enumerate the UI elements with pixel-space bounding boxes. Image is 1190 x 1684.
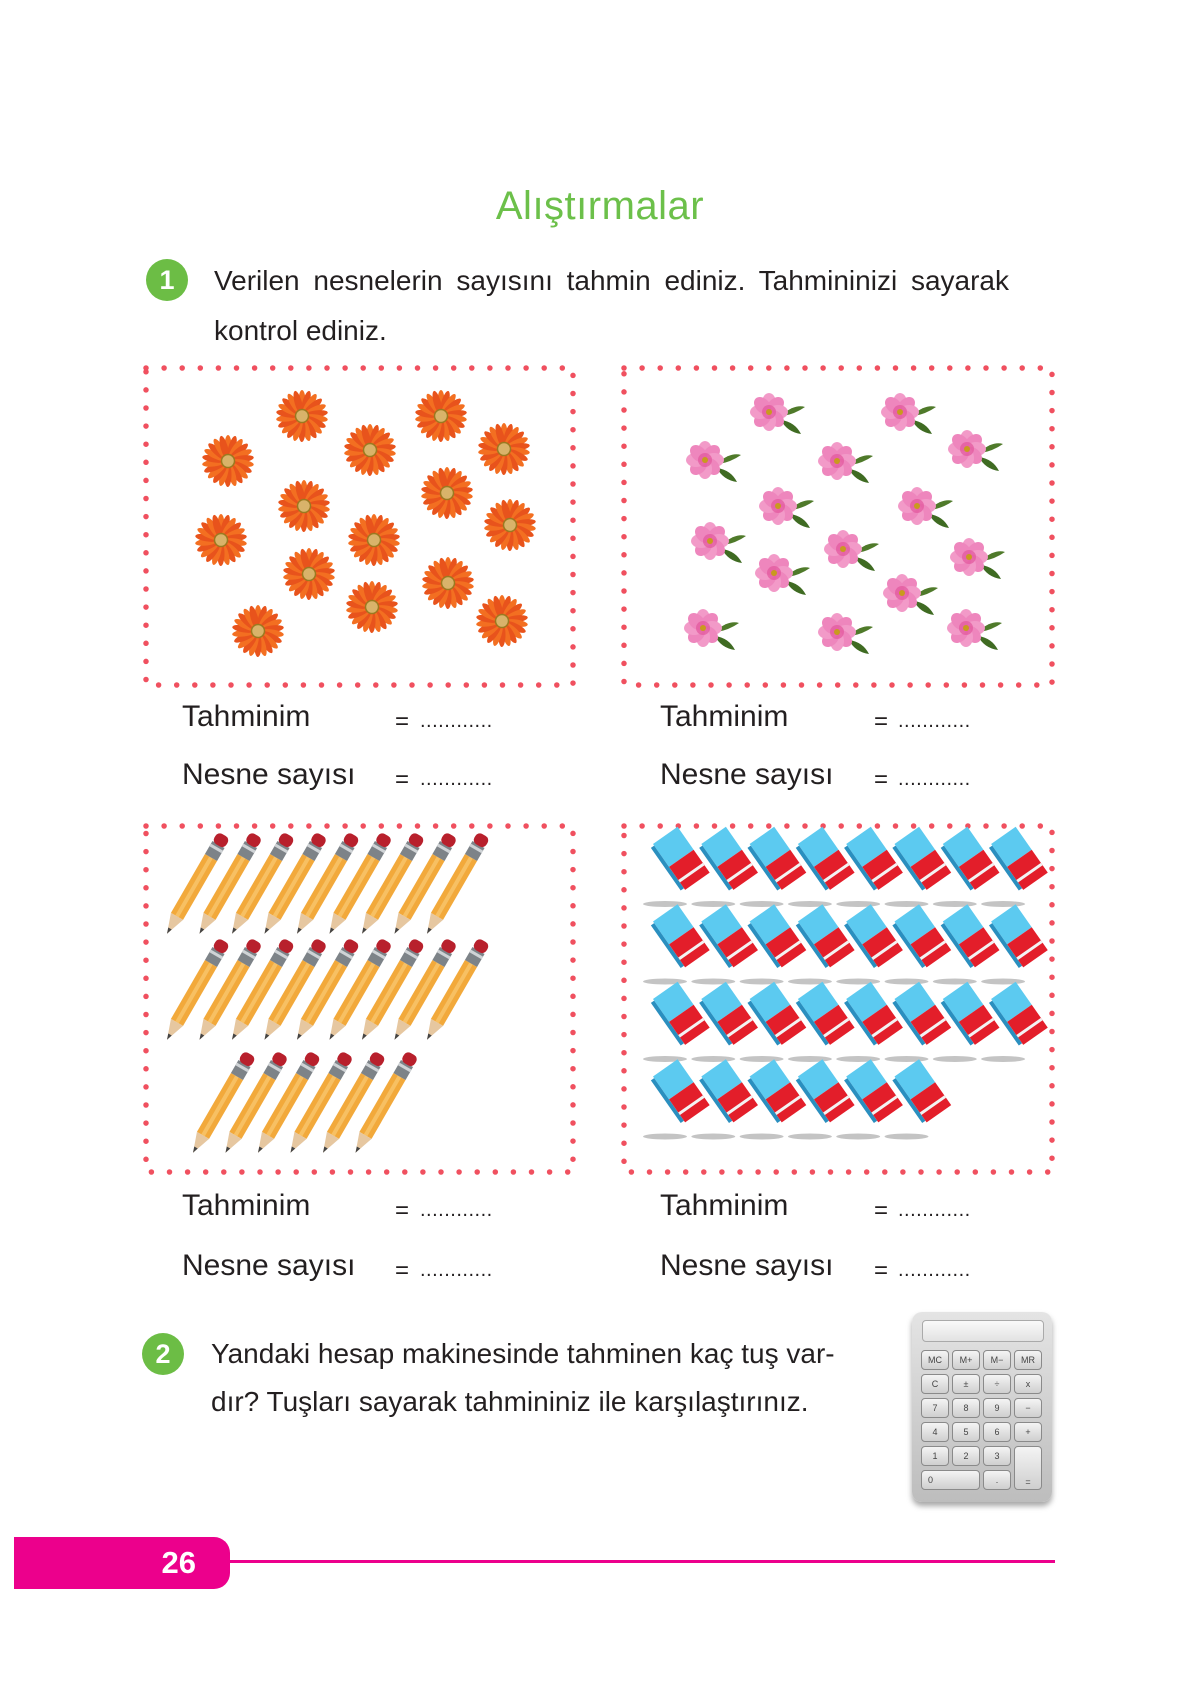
orange-flower-icon	[276, 390, 328, 442]
calculator-key: MR	[1014, 1350, 1042, 1370]
calculator-key: .	[983, 1470, 1011, 1490]
pink-flower-icon	[881, 393, 936, 434]
exercise-1-number-badge: 1	[146, 259, 188, 301]
pencil-icon	[349, 1051, 418, 1157]
pencil-icon	[388, 938, 457, 1044]
page-title: Alıştırmalar	[495, 184, 705, 228]
eraser-icon	[643, 982, 710, 1062]
pencil-icon	[284, 1051, 353, 1157]
pencil-icon	[187, 1051, 256, 1157]
equals-sign: =	[395, 1197, 410, 1224]
calculator-key: 0	[921, 1470, 980, 1490]
equals-sign: =	[874, 766, 889, 793]
orange-flower-count-answer-blank[interactable]: ............	[420, 768, 493, 790]
orange-flower-icon	[232, 605, 284, 657]
pink-flower-estimate-label: Tahminim	[660, 700, 789, 733]
equals-sign: =	[874, 1197, 889, 1224]
calculator-key: ±	[952, 1374, 980, 1394]
orange-flower-icon	[348, 514, 400, 566]
orange-flower-icon	[278, 480, 330, 532]
pencil-icon	[421, 832, 490, 938]
pencil-icon	[388, 832, 457, 938]
calculator-key: =	[1014, 1446, 1042, 1490]
pencil-icon	[193, 938, 262, 1044]
calculator-key: +	[1014, 1422, 1042, 1442]
page-number: 26	[161, 1545, 196, 1580]
orange-flower-icon	[195, 514, 247, 566]
calculator-key: C	[921, 1374, 949, 1394]
pink-flower-icon	[691, 522, 746, 563]
pink-flower-estimate-answer-blank[interactable]: ............	[898, 710, 971, 732]
pencil-icon	[356, 938, 425, 1044]
page-number-band	[14, 1537, 230, 1589]
pencil-icon	[161, 832, 230, 938]
orange-flower-icon	[422, 557, 474, 609]
eraser-icon	[643, 827, 710, 907]
calculator-key: 2	[952, 1446, 980, 1466]
orange-flower-icon	[346, 581, 398, 633]
calculator-key: x	[1014, 1374, 1042, 1394]
pencil-icon	[291, 938, 360, 1044]
pencil-icon	[252, 1051, 321, 1157]
pink-flower-icon	[883, 574, 938, 615]
pencil-icon	[258, 832, 327, 938]
orange-flower-icon	[415, 390, 467, 442]
pencil-icon	[193, 832, 262, 938]
calculator-key: −	[1014, 1398, 1042, 1418]
exercise-2-number-badge: 2	[142, 1333, 184, 1375]
pink-flower-icon	[684, 609, 739, 650]
pencil-count-label: Nesne sayısı	[182, 1249, 356, 1282]
equals-sign: =	[395, 1257, 410, 1284]
eraser-estimate-label: Tahminim	[660, 1189, 789, 1222]
pink-flower-icon	[755, 554, 810, 595]
pink-flower-icon	[824, 530, 879, 571]
eraser-icon	[643, 904, 710, 984]
pink-flower-count-label: Nesne sayısı	[660, 758, 834, 791]
orange-flower-icon	[476, 595, 528, 647]
pink-flower-icon	[947, 609, 1002, 650]
orange-flower-icon	[344, 424, 396, 476]
calculator-key: 5	[952, 1422, 980, 1442]
pencil-icon	[258, 938, 327, 1044]
calculator-key: 3	[983, 1446, 1011, 1466]
orange-flower-estimate-answer-blank[interactable]: ............	[420, 710, 493, 732]
orange-flower-icon	[283, 548, 335, 600]
pencil-icon	[161, 938, 230, 1044]
orange-flower-icon	[421, 467, 473, 519]
pencil-icon	[219, 1051, 288, 1157]
calculator-key: 7	[921, 1398, 949, 1418]
pencil-icon	[317, 1051, 386, 1157]
pencil-icon	[323, 832, 392, 938]
calculator-key: M−	[983, 1350, 1011, 1370]
calculator-image	[912, 1312, 1052, 1502]
equals-sign: =	[874, 1257, 889, 1284]
pencil-icon	[226, 832, 295, 938]
calculator-key: MC	[921, 1350, 949, 1370]
pencil-icon	[421, 938, 490, 1044]
equals-sign: =	[395, 708, 410, 735]
pencil-estimate-answer-blank[interactable]: ............	[420, 1199, 493, 1221]
exercise-1-text-line1: Verilen nesnelerin sayısını tahmin ediniz. Tahmininizi sayarak	[214, 265, 1009, 296]
pencil-estimate-label: Tahminim	[182, 1189, 311, 1222]
eraser-count-label: Nesne sayısı	[660, 1249, 834, 1282]
calculator-key: 1	[921, 1446, 949, 1466]
calculator-key: M+	[952, 1350, 980, 1370]
pink-flower-icon	[759, 487, 814, 528]
pencil-icon	[226, 938, 295, 1044]
eraser-icon	[643, 1059, 710, 1139]
orange-flower-icon	[202, 435, 254, 487]
equals-sign: =	[874, 708, 889, 735]
pink-flower-icon	[818, 442, 873, 483]
calculator-key: 6	[983, 1422, 1011, 1442]
pink-flower-count-answer-blank[interactable]: ............	[898, 768, 971, 790]
pink-flower-icon	[898, 487, 953, 528]
pencil-count-answer-blank[interactable]: ............	[420, 1259, 493, 1281]
calculator-key: ÷	[983, 1374, 1011, 1394]
exercise-2-text-line1: Yandaki hesap makinesinde tahminen kaç tuş var-	[211, 1338, 835, 1369]
calculator-key: 9	[983, 1398, 1011, 1418]
exercise-1-text-line2: kontrol ediniz.	[214, 315, 387, 346]
calculator-key: 8	[952, 1398, 980, 1418]
equals-sign: =	[395, 766, 410, 793]
orange-flower-icon	[484, 499, 536, 551]
pink-flower-icon	[950, 538, 1005, 579]
calculator-display	[922, 1320, 1044, 1342]
exercise-2-text-line2: dır? Tuşları sayarak tahmininiz ile karşılaştırınız.	[211, 1386, 809, 1417]
footer-line	[230, 1560, 1055, 1563]
pink-flower-icon	[750, 393, 805, 434]
orange-flower-icon	[478, 423, 530, 475]
pink-flower-icon	[948, 430, 1003, 471]
pencil-icon	[291, 832, 360, 938]
pencil-icon	[356, 832, 425, 938]
orange-flower-estimate-label: Tahminim	[182, 700, 311, 733]
eraser-estimate-answer-blank[interactable]: ............	[898, 1199, 971, 1221]
orange-flower-count-label: Nesne sayısı	[182, 758, 356, 791]
pencil-icon	[323, 938, 392, 1044]
calculator-key: 4	[921, 1422, 949, 1442]
eraser-count-answer-blank[interactable]: ............	[898, 1259, 971, 1281]
pink-flower-icon	[686, 441, 741, 482]
pink-flower-icon	[818, 613, 873, 654]
